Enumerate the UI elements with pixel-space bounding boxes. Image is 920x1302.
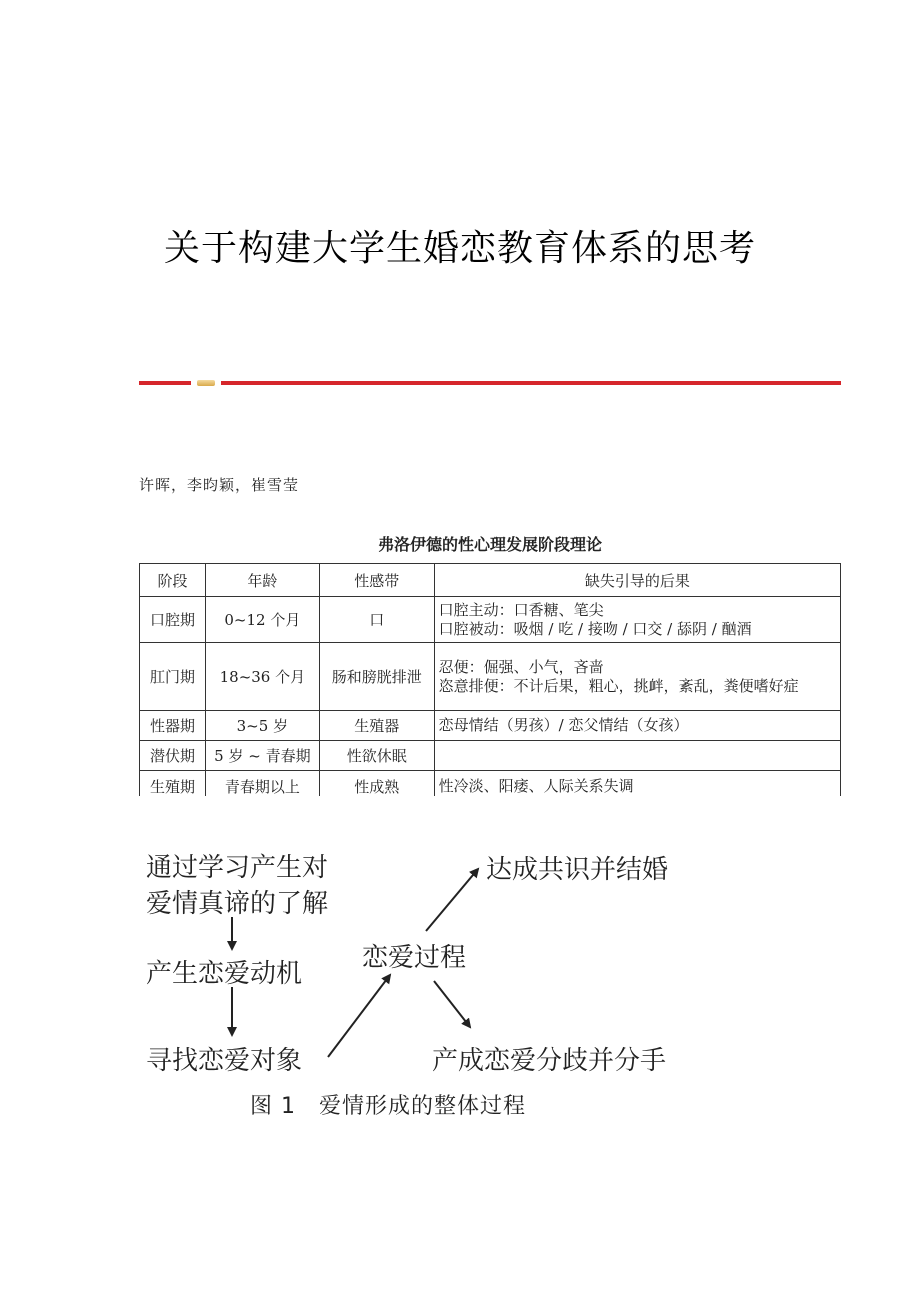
love-process-diagram <box>130 835 710 1135</box>
divider-badge <box>197 380 215 386</box>
diagram-outcome-split: 产成恋爱分歧并分手 <box>432 1046 667 1076</box>
cell-zone: 口 <box>319 597 434 643</box>
divider-line-right <box>221 381 841 385</box>
diagram-outcome-marry: 达成共识并结婚 <box>486 855 669 885</box>
table-header-row <box>140 564 841 597</box>
cell-age: 5 岁 ~ 青春期 <box>205 741 319 771</box>
table-row <box>140 711 841 741</box>
consequence-line: 性冷淡、阳痿、人际关系失调 <box>438 777 634 795</box>
cell-consequence <box>434 643 840 711</box>
consequence-line: 恣意排便：不计后果，粗心，挑衅，紊乱，粪便嗜好症 <box>438 676 799 695</box>
cell-zone: 肠和膀胱排泄 <box>319 643 434 711</box>
cell-stage: 口腔期 <box>140 597 206 643</box>
cell-age: 青春期以上 <box>205 771 319 803</box>
cell-stage: 潜伏期 <box>140 741 206 771</box>
diagram-love-process: 恋爱过程 <box>362 943 467 973</box>
cell-consequence <box>434 711 840 741</box>
diagram-step-learning-line1: 通过学习产生对 <box>146 853 329 883</box>
diagram-arrows <box>130 835 710 1085</box>
cell-consequence <box>434 741 840 771</box>
author-list: 许晖，李昀颖，崔雪莹 <box>139 476 300 494</box>
figure-caption: 图 1 爱情形成的整体过程 <box>250 1094 526 1119</box>
table-row <box>140 741 841 771</box>
title-divider <box>139 381 841 386</box>
arrow-to-split <box>434 981 470 1027</box>
header-zone: 性感带 <box>319 564 434 597</box>
table-title: 弗洛伊德的性心理发展阶段理论 <box>377 535 602 554</box>
cell-stage: 性器期 <box>140 711 206 741</box>
arrow-to-process <box>328 975 390 1057</box>
cell-zone: 性成熟 <box>319 771 434 803</box>
consequence-line: 恋母情结（男孩）/ 恋父情结（女孩） <box>438 716 689 734</box>
header-age: 年龄 <box>205 564 319 597</box>
header-consequence: 缺失引导的后果 <box>434 564 840 597</box>
consequence-line: 口腔主动：口香糖、笔尖 <box>438 600 604 619</box>
table-row <box>140 643 841 711</box>
cell-zone: 生殖器 <box>319 711 434 741</box>
table-row <box>140 597 841 643</box>
diagram-step-learning-line2: 爱情真谛的了解 <box>146 889 329 919</box>
diagram-step-motivation: 产生恋爱动机 <box>146 959 303 989</box>
cell-age: 3~5 岁 <box>205 711 319 741</box>
consequence-line: 口腔被动：吸烟 / 吃 / 接吻 / 口交 / 舔阴 / 酗酒 <box>438 619 752 638</box>
header-stage: 阶段 <box>140 564 206 597</box>
document-title: 关于构建大学生婚恋教育体系的思考 <box>163 228 756 269</box>
arrow-to-marry <box>426 869 478 931</box>
cell-zone: 性欲休眠 <box>319 741 434 771</box>
cell-age: 0~12 个月 <box>205 597 319 643</box>
consequence-line: 忍便：倔强、小气，吝啬 <box>438 657 604 676</box>
diagram-step-seek-partner: 寻找恋爱对象 <box>146 1046 303 1076</box>
cell-consequence <box>434 597 840 643</box>
divider-line-left <box>139 381 191 385</box>
table-crop-edge <box>130 796 850 810</box>
cell-age: 18~36 个月 <box>205 643 319 711</box>
freud-stage-table <box>139 563 841 803</box>
cell-stage: 肛门期 <box>140 643 206 711</box>
cell-stage: 生殖期 <box>140 771 206 803</box>
